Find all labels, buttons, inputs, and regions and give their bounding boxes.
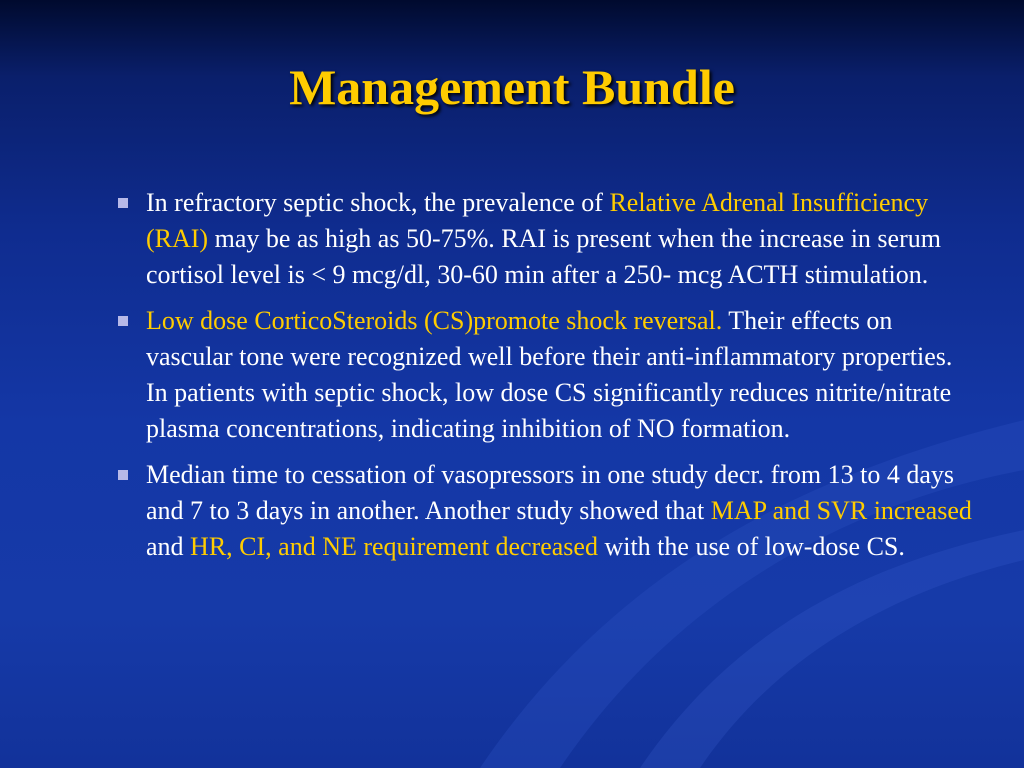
highlighted-text-segment: MAP and SVR increased	[710, 496, 972, 525]
bullet-list	[110, 185, 980, 575]
text-segment: Median time to cessation of vasopressors in one study decr. from 13 to 4 days and 7 to 3 days in another. Another study showed that	[146, 460, 955, 525]
text-segment: In refractory septic shock, the prevalence of	[146, 188, 610, 217]
highlighted-text-segment: Relative Adrenal Insufficiency (RAI)	[146, 188, 929, 253]
bullet-item	[110, 457, 980, 565]
square-bullet-icon	[118, 316, 128, 326]
bullet-item	[110, 185, 980, 293]
highlighted-text-segment: HR, CI, and NE requirement decreased	[190, 532, 598, 561]
bullet-text	[146, 185, 980, 293]
text-segment: and	[146, 532, 191, 561]
text-segment: with the use of low-dose CS.	[597, 532, 905, 561]
bullet-item	[110, 303, 980, 447]
text-segment: may be as high as 50-75%. RAI is present when the increase in serum cortisol level is < 9 mcg/dl, 30-60 min after a 250- mcg ACTH stimulation.	[146, 224, 941, 289]
bullet-text	[146, 303, 980, 447]
bullet-text	[146, 457, 980, 565]
slide-title: Management Bundle	[289, 59, 735, 115]
highlighted-text-segment: Low dose CorticoSteroids (CS)promote shock reversal.	[146, 306, 723, 335]
square-bullet-icon	[118, 470, 128, 480]
text-segment: Their effects on vascular tone were recognized well before their anti-inflammatory properties. In patients with septic shock, low dose CS significantly reduces nitrite/nitrate plasma concentrations, indicating inhibition of NO formation.	[146, 306, 953, 443]
square-bullet-icon	[118, 198, 128, 208]
